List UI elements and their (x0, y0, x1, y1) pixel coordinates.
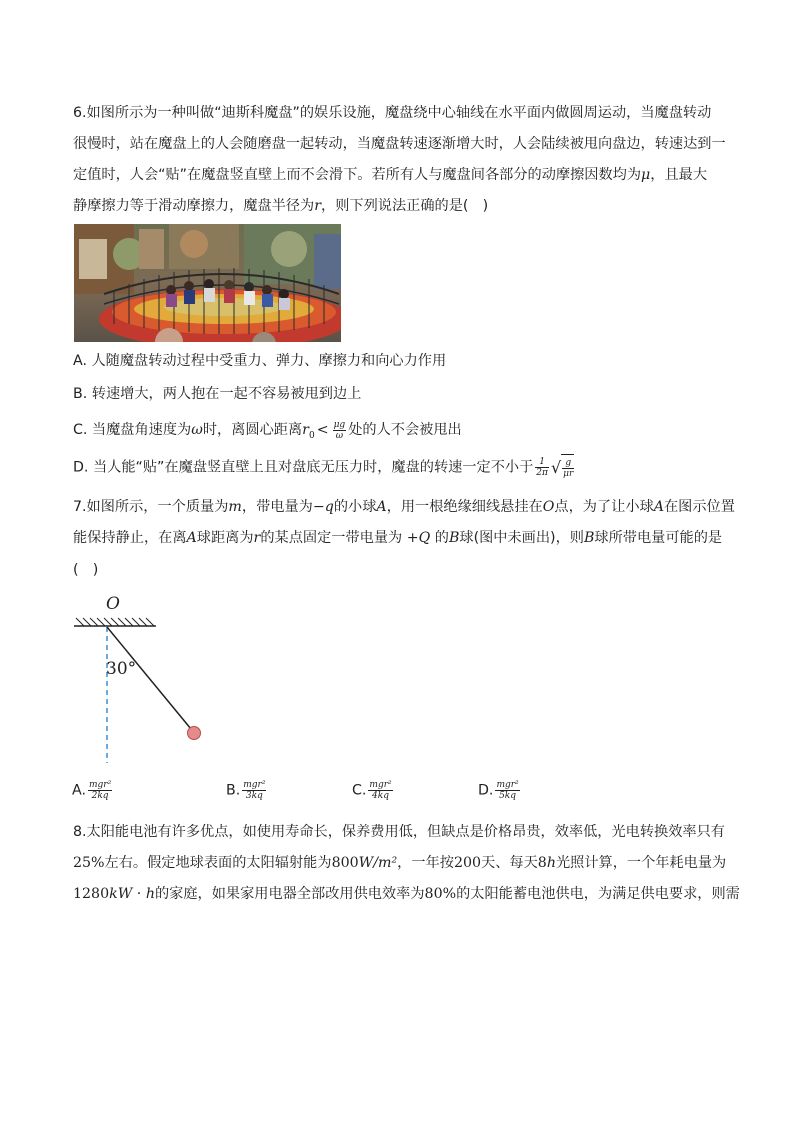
q7-option-b (226, 780, 268, 810)
q6-line-3-tail: ，且最大 (650, 167, 708, 183)
q7-text: 的某点固定一带电量为 (260, 530, 407, 546)
option-fraction (495, 780, 519, 801)
fraction-numerator: mgr² (243, 780, 266, 790)
O-symbol: O (542, 499, 555, 515)
option-letter: D. (478, 782, 494, 799)
r-symbol: r (253, 530, 261, 546)
fraction-denominator: 2π (536, 468, 548, 478)
q8-number: 800 (331, 855, 359, 871)
q6-option-c-tail: 处的人不会被甩出 (348, 422, 462, 438)
q6-option-c (73, 418, 462, 448)
A-symbol: A (186, 530, 197, 546)
B-symbol: B (448, 530, 460, 546)
q7-line-2 (73, 528, 722, 548)
one-over-two-pi-fraction (535, 457, 549, 478)
less-than-symbol: < (316, 422, 329, 438)
q8-number: 8 (537, 855, 547, 871)
q8-number: 1280 (73, 886, 110, 902)
q7-text: ，带电量为 (241, 499, 313, 515)
neg-q-symbol: −q (312, 499, 334, 515)
q8-text: 的家庭，如果家用电器全部改用供电效率为 (154, 886, 425, 902)
option-letter: C. (352, 782, 367, 799)
q7-line-1 (73, 497, 735, 517)
q8-text: ，一年按 (397, 855, 454, 871)
fraction-denominator: 4kq (372, 791, 389, 801)
angle-label: 30° (106, 659, 137, 679)
q8-text: 光照计算，一个年耗电量为 (555, 855, 727, 871)
fraction-numerator: μg (333, 419, 346, 430)
pendulum-diagram (70, 588, 220, 768)
q8-number: 25% (73, 855, 105, 871)
q8-line-3 (73, 884, 740, 904)
q8-line-2 (73, 853, 726, 873)
q8-number: 200 (453, 855, 482, 871)
fraction-numerator: mgr² (369, 780, 392, 790)
pendulum-figure (70, 588, 220, 768)
option-fraction (242, 780, 266, 801)
sqrt-radicand (561, 454, 574, 481)
fraction-denominator: 5kq (499, 791, 517, 801)
option-letter: B. (226, 782, 241, 799)
fraction-numerator: mgr² (88, 780, 112, 790)
fraction-numerator: 1 (535, 457, 549, 468)
plus-Q-symbol: +Q (406, 530, 431, 546)
option-letter: A. (72, 782, 86, 799)
q6-option-c-text: C. 当魔盘角速度为 (73, 422, 192, 438)
A-symbol: A (653, 499, 664, 515)
B-symbol: B (583, 530, 595, 546)
q6-option-b: B. 转速增大，两人抱在一起不容易被甩到边上 (73, 386, 362, 402)
q7-text: 7.如图所示，一个质量为 (73, 499, 229, 515)
q6-line-1: 6.如图所示为一种叫做“迪斯科魔盘”的娱乐设施，魔盘绕中心轴线在水平面内做圆周运动，当魔盘转动 (73, 105, 712, 121)
mu-g-over-omega-fraction (333, 420, 347, 441)
q8-text: 的太阳能蓄电池供电，为满足供电要求，则需 (456, 886, 740, 902)
q6-option-d-text: D. 当人能“贴”在魔盘竖直壁上且对盘底无压力时，魔盘的转速一定不小于 (73, 459, 534, 476)
q7-text: 球距离为 (196, 530, 254, 546)
q7-text: 在图示位置 (663, 499, 735, 515)
q8-text: 天、每天 (481, 855, 538, 871)
q7-option-d (478, 780, 522, 810)
q8-unit: W/m² (358, 855, 398, 871)
q7-line-3: ( ) (73, 562, 99, 578)
q6-option-c-mid: 时，离圆心距离 (202, 422, 303, 438)
q6-line-3-text: 定值时，人会“贴”在魔盘竖直壁上而不会滑下。若所有人与魔盘间各部分的动摩擦因数均为 (73, 167, 642, 183)
q8-text: 左右。假定地球表面的太阳辐射能为 (104, 855, 332, 871)
q8-unit: kW · h (109, 886, 155, 902)
q8-line-1: 8.太阳能电池有许多优点，如使用寿命长，保养费用低，但缺点是价格昂贵，效率低，光电转换效率只有 (73, 824, 725, 840)
q7-text: 球(图中未画出)，则 (459, 530, 584, 546)
fraction-numerator: mgr² (496, 780, 519, 790)
q7-text: 球所带电量可能的是 (594, 530, 723, 546)
q7-option-a (72, 780, 114, 810)
q6-option-a: A. 人随魔盘转动过程中受重力、弹力、摩擦力和向心力作用 (73, 353, 447, 369)
fraction-denominator: ω (335, 430, 344, 441)
q6-option-d (73, 454, 574, 481)
q6-line-3 (73, 165, 707, 185)
mu-symbol: μ (641, 167, 651, 183)
fraction-denominator: 3kq (245, 791, 263, 801)
q8-number: 80% (424, 886, 457, 902)
r0-subscript: 0 (308, 430, 315, 441)
omega-symbol: ω (191, 422, 203, 438)
q7-text: 点，为了让小球 (554, 499, 654, 515)
m-symbol: m (228, 499, 242, 515)
disco-disc-photo (74, 224, 341, 342)
q6-line-2: 很慢时，站在魔盘上的人会随磨盘一起转动，当魔盘转速逐渐增大时，人会陆续被甩向盘边，转速达到一 (73, 136, 726, 152)
q6-line-4 (73, 196, 488, 216)
fraction-numerator: g (562, 458, 574, 469)
pivot-label-O: O (106, 594, 120, 614)
q7-text: 能保持静止，在离 (73, 530, 187, 546)
fraction-denominator: μr (563, 468, 574, 479)
q7-option-c (352, 780, 395, 810)
option-fraction (88, 780, 112, 801)
q7-text: 的小球 (333, 499, 377, 515)
q8-unit: h (546, 855, 556, 871)
ceiling-hatching (76, 618, 154, 626)
q7-text: 的 (430, 530, 449, 546)
q7-text: ，用一根绝缘细线悬挂在 (386, 499, 543, 515)
A-symbol: A (376, 499, 387, 515)
charged-ball-A (188, 727, 201, 740)
option-fraction (368, 780, 392, 801)
r-symbol: r (314, 198, 321, 214)
q6-line-4-tail: ，则下列说法正确的是( ) (321, 198, 489, 214)
sqrt-sign-icon: √ (550, 457, 562, 477)
disco-disc-image (74, 224, 341, 342)
g-over-mu-r-fraction (562, 458, 574, 479)
fraction-denominator: 2kq (91, 791, 109, 801)
q6-line-4-text: 静摩擦力等于滑动摩擦力，魔盘半径为 (73, 198, 315, 214)
r0-symbol: r (302, 422, 309, 438)
